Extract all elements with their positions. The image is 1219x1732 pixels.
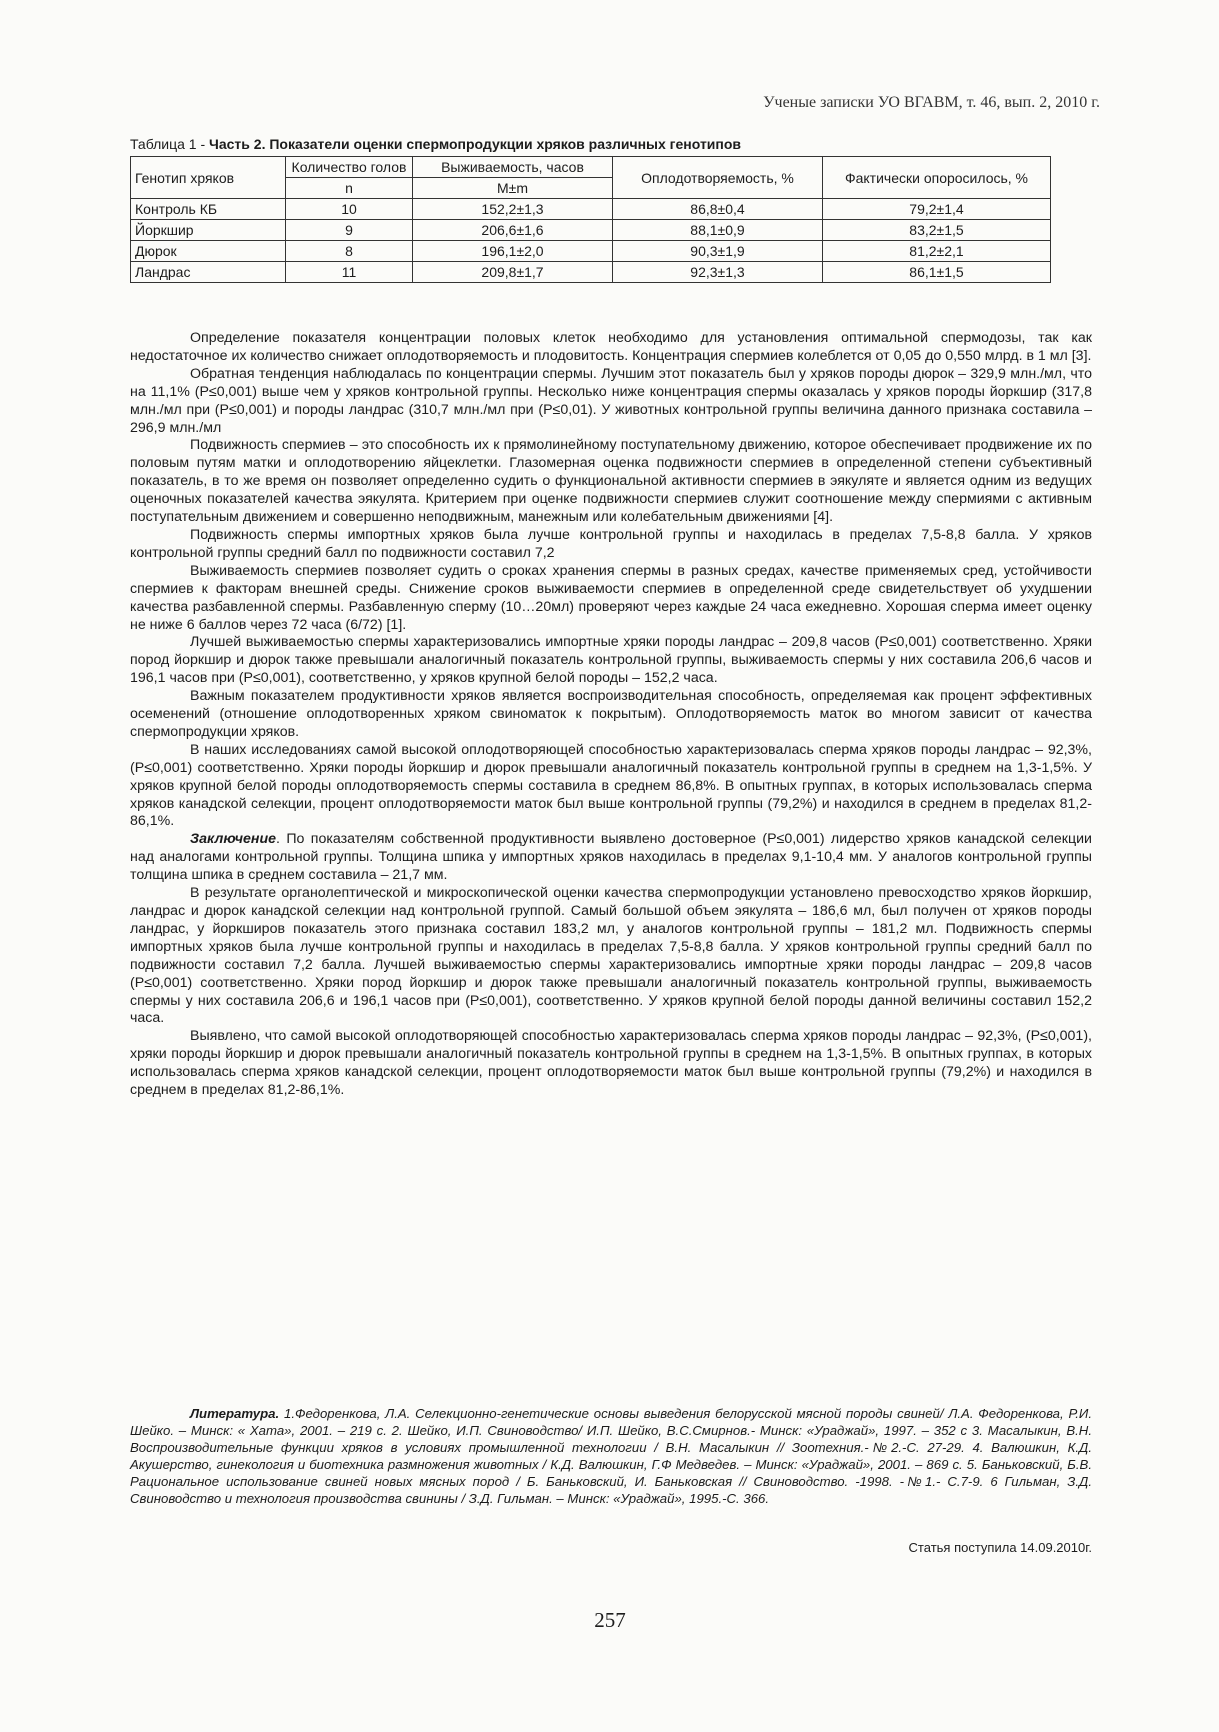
paragraph: В результате органолептической и микроскопической оценки качества спермопродукции установлено превосходство хряков йоркшир, ландрас и дюрок канадской селекции над контрольной группой. Самый большой объем эякулята – 186,6 мл, был получен от хряков породы ландрас, у йоркширов показатель этого признака составил 183,2 мл, у аналогов контрольной группы – 181,2 мл. Подвижность спермы импортных хряков была лучше контрольной группы и находилась в пределах 7,5-8,8 балла. У хряков контрольной группы средний балл по подвижности составил 7,2 балла. Лучшей выживаемостью спермы характеризовались импортные хряки породы ландрас – 209,8 часов (P≤0,001) соответственно. Хряки пород йоркшир и дюрок также превышали аналогичный показатель контрольной группы, выживаемость спермы у них составила 206,6 и 196,1 часов при (P≤0,001), соответственно. У хряков крупной белой породы данной величины составил 152,2 часа. (130, 885, 1092, 1027)
journal-header: Ученые записки УО ВГАВМ, т. 46, вып. 2, 2010 г. (763, 94, 1100, 111)
paragraph: В наших исследованиях самой высокой оплодотворяющей способностью характеризовалась сперма хряков породы ландрас – 92,3%, (P≤0,001) соответственно. Хряки породы йоркшир и дюрок превышали аналогичный показатель контрольной группы в среднем на 1,3-1,5%. У хряков крупной белой породы оплодотворяемость спермы составила в среднем 86,8%. В опытных группах, в которых использовалась сперма хряков канадской селекции, процент оплодотворяемости маток был выше контрольной группы (79,2%) и находился в среднем в пределах 81,2-86,1%. (130, 741, 1092, 830)
header-survival-sub: M±m (413, 178, 613, 199)
paragraph: Подвижность спермы импортных хряков была лучше контрольной группы и находилась в пределах 7,5-8,8 балла. У хряков контрольной группы средний балл по подвижности составил 7,2 (130, 526, 1092, 561)
header-genotype: Генотип хряков (131, 157, 286, 199)
cell-genotype: Ландрас (131, 262, 286, 283)
conclusion-paragraph (130, 831, 1092, 885)
cell-genotype: Контроль КБ (131, 199, 286, 220)
conclusion-lead: Заключение (190, 831, 277, 848)
cell-fertility: 88,1±0,9 (613, 220, 823, 241)
cell-farrowed: 83,2±1,5 (823, 220, 1051, 241)
cell-genotype: Йоркшир (131, 220, 286, 241)
cell-survival: 152,2±1,3 (413, 199, 613, 220)
paragraph: Определение показателя концентрации половых клеток необходимо для установления оптимальной спермодозы, так как недостаточное их количество снижает оплодотворяемость и плодовитость. Концентрация спермиев колеблется от 0,05 до 0,550 млрд. в 1 мл [3]. (130, 330, 1092, 364)
paragraph: Обратная тенденция наблюдалась по концентрации спермы. Лучшим этот показатель был у хряков породы дюрок – 329,9 млн./мл, что на 11,1% (P≤0,001) выше чем у хряков контрольной группы. Несколько ниже концентрация спермы оказалась у хряков породы йоркшир (317,8 млн./мл при (P≤0,001) и породы ландрас (310,7 млн./мл при (P≤0,01). У животных контрольной группы величина данного признака составила – 296,9 млн./мл (130, 365, 1092, 436)
cell-survival: 196,1±2,0 (413, 241, 613, 262)
article-body (130, 330, 1092, 1100)
conclusion-text: . По показателям собственной продуктивности выявлено достоверное (P≤0,001) лидерство хряков канадской селекции над аналогами контрольной группы. Толщина шпика у импортных хряков находилась в пределах 9,1-10,4 мм. У аналогов контрольной группы толщина шпика в среднем составила – 21,7 мм. (130, 831, 1092, 884)
table-row (131, 199, 1051, 220)
table-caption-prefix: Таблица 1 - (130, 136, 210, 152)
header-farrowed: Фактически опоросилось, % (823, 157, 1051, 199)
cell-fertility: 86,8±0,4 (613, 199, 823, 220)
references (130, 1405, 1092, 1507)
cell-n: 10 (286, 199, 413, 220)
references-text: 1.Федоренкова, Л.А. Селекционно-генетические основы выведения белорусской мясной породы свиней/ Л.А. Федоренкова, Р.И. Шейко. – Минск: « Хата», 2001. – 219 с. 2. Шейко, И.П. Свиноводство/ И.П. Шейко, В.С.Смирнов.- Минск: «Ураджай», 1997. – 352 с 3. Масалыкин, В.Н. Воспроизводительные функции хряков в условиях промышленной технологии / В.Н. Масалыкин // Зоотехния.-№2.-С. 27-29. 4. Валюшкин, К.Д. Акушерство, гинекология и биотехника размножения животных / К.Д. Валюшкин, Г.Ф Медведев. – Минск: «Ураджай», 2001. – 869 с. 5. Баньковский, Б.В. Рациональное использование свиней новых мясных пород / Б. Баньковский, И. Баньковская // Свиноводство. -1998. -№1.- С.7-9. 6 Гильман, З.Д. Свиноводство и технология производства свинины / З.Д. Гильман. – Минск: «Ураджай», 1995.-С. 366. (130, 1406, 1092, 1506)
cell-survival: 206,6±1,6 (413, 220, 613, 241)
paragraph: Выявлено, что самой высокой оплодотворяющей способностью характеризовалась сперма хряков породы ландрас – 92,3%, (P≤0,001), хряки породы йоркшир и дюрок превышали аналогичный показатель контрольной группы в среднем на 1,3-1,5%. В опытных группах, в которых использовалась сперма хряков канадской селекции, процент оплодотворяемости маток был выше контрольной группы (79,2%) и находился в среднем в пределах 81,2-86,1%. (130, 1028, 1092, 1099)
cell-farrowed: 86,1±1,5 (823, 262, 1051, 283)
table-row (131, 220, 1051, 241)
table-row (131, 241, 1051, 262)
header-count: Количество голов (286, 157, 413, 178)
cell-n: 11 (286, 262, 413, 283)
received-date: Статья поступила 14.09.2010г. (908, 1540, 1092, 1555)
page-number: 257 (594, 1608, 626, 1632)
paragraph: Важным показателем продуктивности хряков является воспроизводительная способность, определяемая как процент эффективных осеменений (отношение оплодотворенных хряком свиноматок к покрытым). Оплодотворяемость маток во многом зависит от качества спермопродукции хряков. (130, 688, 1092, 740)
cell-fertility: 92,3±1,3 (613, 262, 823, 283)
table-row (131, 262, 1051, 283)
cell-survival: 209,8±1,7 (413, 262, 613, 283)
table-caption (130, 136, 1090, 152)
data-table (130, 156, 1051, 283)
cell-farrowed: 81,2±2,1 (823, 241, 1051, 262)
header-count-sub: n (286, 178, 413, 199)
paragraph: Подвижность спермиев – это способность их к прямолинейному поступательному движению, которое обеспечивает продвижение их по половым путям матки и оплодотворению яйцеклетки. Глазомерная оценка подвижности спермиев в определенной степени субъективный показатель, в то же время он позволяет определенно судить о функциональной активности спермиев в эякуляте и является одним из ведущих оценочных показателей качества эякулята. Критерием при оценке подвижности спермиев служит соотношение между спермиями с активным поступательным движением и совершенно неподвижным, манежным или колебательным движениями [4]. (130, 437, 1092, 526)
cell-n: 9 (286, 220, 413, 241)
cell-n: 8 (286, 241, 413, 262)
cell-genotype: Дюрок (131, 241, 286, 262)
paragraph: Лучшей выживаемостью спермы характеризовались импортные хряки породы ландрас – 209,8 часов (P≤0,001) соответственно. Хряки пород йоркшир и дюрок также превышали аналогичный показатель контрольной группы, выживаемость спермы у них составила 206,6 часов и 196,1 часов при (P≤0,001), соответственно, у хряков крупной белой породы – 152,2 часа. (130, 634, 1092, 687)
table-caption-title: Часть 2. Показатели оценки спермопродукции хряков различных генотипов (209, 136, 742, 152)
cell-farrowed: 79,2±1,4 (823, 199, 1051, 220)
paragraph: Выживаемость спермиев позволяет судить о сроках хранения спермы в разных средах, качестве применяемых сред, устойчивости спермиев к факторам внешней среды. Снижение сроков выживаемости спермиев в определенной среде свидетельствует об ухудшении качества разбавленной спермы. Разбавленную сперму (10…20мл) проверяют через каждые 24 часа ежедневно. Хорошая сперма имеет оценку не ниже 6 баллов через 72 часа (6/72) [1]. (130, 562, 1092, 633)
header-survival: Выживаемость, часов (413, 157, 613, 178)
references-lead: Литература. (190, 1406, 280, 1421)
cell-fertility: 90,3±1,9 (613, 241, 823, 262)
header-fertility: Оплодотворяемость, % (613, 157, 823, 199)
